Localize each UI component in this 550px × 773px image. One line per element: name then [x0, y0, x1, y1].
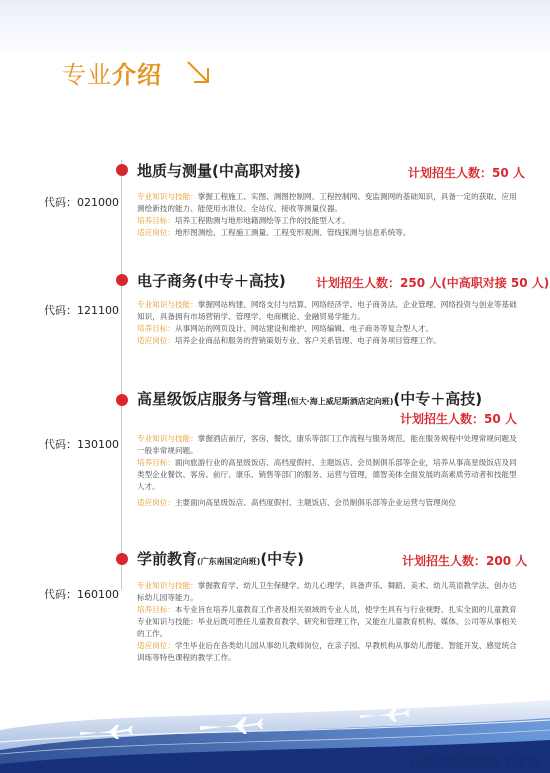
section-dot [116, 164, 128, 176]
top-gradient [0, 0, 550, 60]
section-body [137, 580, 522, 664]
knowledge-text: 掌握网站构建、网络支付与结算、网络经济学、电子商务法、企业管理、网络投资与创业等基础知识，具备拥有市场营销学、管理学、电商概论、金融贸易学能力。 [137, 300, 517, 321]
goal-label: 培养目标： [137, 605, 175, 614]
section-body [137, 299, 522, 347]
goal-text: 本专业旨在培养儿童教育工作者及相关领域的专业人员，使学生具有与行业视野、扎实全面的儿童教育专业知识与技能；毕业后既可胜任儿童教育教学、研究和管理工作，又能在儿童教育机构、媒体、公司等从事相关的工作。 [137, 605, 517, 638]
goal-text: 培养工程勘测与地形地籍测绘等工作的技能型人才。 [174, 216, 350, 225]
section-code: 代码：021000 [44, 196, 119, 209]
section-title: 地质与测量(中高职对接) [137, 162, 301, 180]
title-light: 专业 [62, 61, 112, 89]
title-tail: (中专＋高技) [393, 390, 483, 408]
section-dot [116, 274, 128, 286]
jobs-label: 适应岗位： [137, 336, 175, 345]
section-code: 代码：121100 [44, 304, 119, 317]
knowledge-label: 专业知识与技能： [137, 300, 198, 309]
goal-text: 面向旅游行业的高星级饭店、高档度假村、主题饭店、会员制俱乐部等企业，培养从事高星级饭店及同类型企业餐饮、客房、前厅、康乐、销售等部门的服务、运营与管理，德智美体全面发展的高素质劳动者和技能型人才。 [137, 458, 517, 491]
title-small: (广东南国定向班) [197, 557, 261, 566]
arrow-down-right-icon [186, 60, 212, 86]
section-code: 代码：130100 [44, 438, 119, 451]
timeline-line [121, 160, 122, 590]
jobs-text: 地形图测绘、工程施工测量、工程变形观测、管线探测与信息系统等。 [174, 228, 411, 237]
jobs-text: 主要面向高星级饭店、高档度假村、主题饭店、会员制俱乐部等企业运营与管理岗位 [174, 498, 456, 507]
goal-label: 培养目标： [137, 324, 175, 333]
goal-label: 培养目标： [137, 216, 175, 225]
section-title [137, 388, 482, 409]
title-main: 学前教育 [137, 550, 198, 568]
section-dot [116, 394, 128, 406]
knowledge-label: 专业知识与技能： [137, 434, 198, 443]
jobs-label: 适应岗位： [137, 641, 175, 650]
section-plan: 计划招生人数：250 人(中高职对接 50 人) [316, 276, 550, 290]
jobs-label: 适应岗位： [137, 228, 175, 237]
section-plan: 计划招生人数：50 人 [408, 166, 525, 180]
school-name: 江西工程高级技工学校 [409, 756, 540, 771]
section-title: 电子商务(中专＋高技) [137, 272, 286, 290]
knowledge-text: 掌握教育学、幼儿卫生保健学、幼儿心理学，具备声乐、舞蹈、美术、幼儿英语教学法、创办达标幼儿园等能力。 [137, 581, 517, 602]
goal-text: 从事网站的网页设计、网站建设和维护、网络编辑、电子商务等复合型人才。 [174, 324, 434, 333]
section-code: 代码：160100 [44, 588, 119, 601]
knowledge-text: 掌握工程施工、实图、测图控制网、工程控制网、变监测网的基础知识，具备一定的获取、应用测绘新技的能力、能使用水准仪、全站仪、接收等测量仪器。 [137, 192, 517, 213]
knowledge-label: 专业知识与技能： [137, 581, 198, 590]
section-plan: 计划招生人数：200 人 [402, 554, 528, 568]
goal-label: 培养目标： [137, 458, 175, 467]
section-dot [116, 553, 128, 565]
title-small: (恒大·海上威尼斯酒店定向班) [287, 397, 394, 406]
page-title [62, 58, 162, 90]
title-tail: (中专) [260, 550, 305, 568]
section-body [137, 191, 522, 239]
title-main: 高星级饭店服务与管理 [137, 390, 288, 408]
section-plan: 计划招生人数：50 人 [400, 412, 517, 426]
jobs-text: 学生毕业后在各类幼儿园从事幼儿教师岗位，在亲子园、早教机构从事幼儿潜能、智能开发、感觉统合训练等特色课程的教学工作。 [137, 641, 517, 662]
section-body [137, 433, 522, 509]
jobs-label: 适应岗位： [137, 498, 175, 507]
knowledge-text: 掌握酒店前厅，客房，餐饮，康乐等部门工作流程与服务规范，能在服务规程中处理常规问题及一般非常规问题。 [137, 434, 517, 455]
knowledge-label: 专业知识与技能： [137, 192, 198, 201]
jobs-text: 培养企业商品和服务的营销策划专业、客户关系管理、电子商务项目管理工作。 [174, 336, 441, 345]
title-bold: 介绍 [112, 61, 162, 89]
section-title [137, 548, 304, 569]
